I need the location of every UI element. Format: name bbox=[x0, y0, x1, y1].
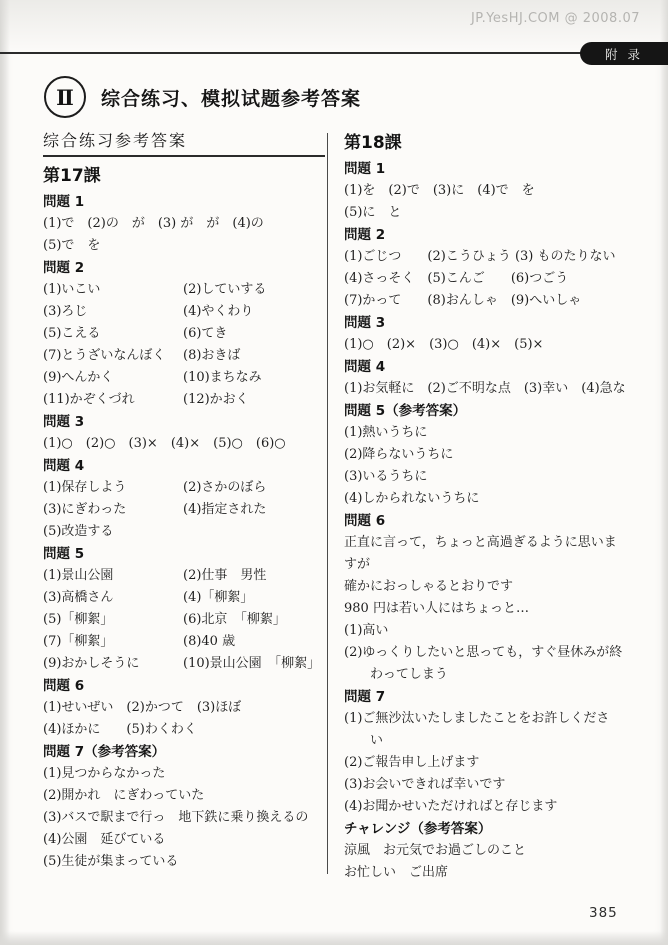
answer-line: (5)改造する bbox=[43, 524, 114, 539]
answer-item: (11)かぞくづれ bbox=[43, 392, 135, 407]
appendix-corner-tab: 附 录 bbox=[580, 42, 668, 65]
answer-line: (4)ほかに (5)わくわく bbox=[43, 722, 197, 737]
answer-item: (12)かおく bbox=[183, 392, 249, 407]
answer-pair bbox=[43, 609, 325, 631]
answer-line: (2)開かれ にぎわっていた bbox=[43, 788, 205, 803]
answer-line: わってしまう bbox=[370, 667, 448, 682]
problem-heading: 問題 1 bbox=[43, 194, 85, 210]
answer-item: (4)「柳絮」 bbox=[183, 590, 254, 605]
answer-line: (1)高い bbox=[344, 623, 389, 638]
answer-line: すが bbox=[344, 557, 371, 572]
problem-heading: 問題 3 bbox=[43, 414, 85, 430]
answer-item: (10)まちなみ bbox=[183, 370, 262, 385]
problem-heading: 問題 1 bbox=[344, 161, 386, 177]
answer-line: 980 円は若い人にはちょっと… bbox=[344, 601, 529, 616]
answer-line: (1)ご無沙汰いたしましたことをお許しくださ bbox=[344, 711, 610, 726]
lesson-heading: 第18課 bbox=[344, 133, 402, 153]
answer-pair bbox=[43, 631, 325, 653]
answer-line: (3)バスで駅まで行っ 地下鉄に乗り換えるの bbox=[43, 810, 309, 825]
answer-line: (4)さっそく (5)こんご (6)つごう bbox=[344, 271, 569, 286]
answer-item: (9)へんかく bbox=[43, 370, 114, 385]
answer-line: (1)お気軽に (2)ご不明な点 (3)幸い (4)急な bbox=[344, 381, 626, 396]
answer-item: (1)保存しよう bbox=[43, 480, 127, 495]
answer-item: (9)おかしそうに bbox=[43, 656, 140, 671]
answer-item: (2)していする bbox=[183, 282, 267, 297]
answer-item: (5)こえる bbox=[43, 326, 101, 341]
answer-pair bbox=[43, 499, 325, 521]
problem-heading: チャレンジ（参考答案） bbox=[344, 821, 492, 837]
right-column bbox=[344, 128, 642, 884]
answer-line: (1)せいぜい (2)かつて (3)ほぼ bbox=[43, 700, 242, 715]
answer-item: (8)40 歳 bbox=[183, 634, 236, 649]
answer-pair bbox=[43, 345, 325, 367]
problem-heading: 問題 2 bbox=[344, 227, 386, 243]
answer-line: (4)公園 延びている bbox=[43, 832, 166, 847]
answer-pair bbox=[43, 587, 325, 609]
scan-edge-right bbox=[660, 0, 668, 945]
answer-line: (1)ごじつ (2)こうひょう (3) ものたりない bbox=[344, 249, 616, 264]
problem-heading: 問題 7（参考答案） bbox=[43, 744, 166, 760]
column-divider bbox=[327, 133, 328, 874]
answer-line: 確かにおっしゃるとおりです bbox=[344, 579, 514, 594]
answer-line: (5)に と bbox=[344, 205, 402, 220]
answer-item: (3)にぎわった bbox=[43, 502, 127, 517]
answer-line: (1)で (2)の が (3) が が (4)の bbox=[43, 216, 264, 231]
answer-pair bbox=[43, 279, 325, 301]
answer-pair bbox=[43, 323, 325, 345]
problem-heading: 問題 6 bbox=[43, 678, 85, 694]
answer-line: お忙しい ご出席 bbox=[344, 865, 449, 880]
answer-line: 涼風 お元気でお過ごしのこと bbox=[344, 843, 527, 858]
answer-item: (5)「柳絮」 bbox=[43, 612, 114, 627]
answer-line: (5)生徒が集まっている bbox=[43, 854, 179, 869]
page-number: 385 bbox=[589, 905, 618, 921]
answer-item: (3)ろじ bbox=[43, 304, 88, 319]
section-header bbox=[44, 76, 361, 118]
answer-item: (4)指定された bbox=[183, 502, 267, 517]
answer-line: (7)かって (8)おんしゃ (9)へいしゃ bbox=[344, 293, 582, 308]
answer-line: (1)熱いうちに bbox=[344, 425, 428, 440]
answer-pair bbox=[43, 565, 325, 587]
answer-pair bbox=[43, 389, 325, 411]
problem-heading: 問題 6 bbox=[344, 513, 386, 529]
answer-line: 正直に言って，ちょっと高過ぎるように思いま bbox=[344, 535, 617, 550]
answer-item: (1)いこい bbox=[43, 282, 101, 297]
problem-heading: 問題 7 bbox=[344, 689, 386, 705]
answer-line: (2)降らないうちに bbox=[344, 447, 454, 462]
top-rule bbox=[0, 52, 668, 54]
answer-pair bbox=[43, 477, 325, 499]
problem-heading: 問題 3 bbox=[344, 315, 386, 331]
answer-pair bbox=[43, 653, 325, 675]
answer-item: (3)高橋さん bbox=[43, 590, 114, 605]
scan-edge-bottom bbox=[0, 931, 668, 945]
answer-item: (7)とうざいなんぼく bbox=[43, 348, 166, 363]
answer-line: (4)しかられないうちに bbox=[344, 491, 480, 506]
answer-line: (2)ゆっくりしたいと思っても，すぐ昼休みが終 bbox=[344, 645, 623, 660]
lesson-heading: 第17課 bbox=[43, 166, 101, 186]
answer-line: (3)いるうちに bbox=[344, 469, 428, 484]
answer-line: (3)お会いできれば幸いです bbox=[344, 777, 506, 792]
left-column-heading: 综合练习参考答案 bbox=[43, 128, 325, 157]
section-title: 综合练习、模拟试题参考答案 bbox=[101, 87, 362, 110]
answer-item: (8)おきば bbox=[183, 348, 241, 363]
answer-item: (10)景山公園 「柳絮」 bbox=[183, 656, 321, 671]
answer-pair bbox=[43, 301, 325, 323]
answer-item: (7)「柳絮」 bbox=[43, 634, 114, 649]
answer-item: (1)景山公園 bbox=[43, 568, 114, 583]
answer-line: (1)見つからなかった bbox=[43, 766, 166, 781]
answer-item: (6)てき bbox=[183, 326, 228, 341]
problem-heading: 問題 4 bbox=[344, 359, 386, 375]
answer-line: (1)○ (2)○ (3)× (4)× (5)○ (6)○ bbox=[43, 436, 286, 451]
answer-item: (4)やくわり bbox=[183, 304, 254, 319]
problem-heading: 問題 2 bbox=[43, 260, 85, 276]
answer-line: (4)お聞かせいただければと存じます bbox=[344, 799, 558, 814]
section-numeral-badge: Ⅱ bbox=[44, 76, 86, 118]
answer-line: (1)○ (2)× (3)○ (4)× (5)× bbox=[344, 337, 544, 352]
answer-line: (2)ご報告申し上げます bbox=[344, 755, 480, 770]
scan-edge-left bbox=[0, 0, 10, 945]
answer-line: い bbox=[370, 733, 384, 748]
watermark: JP.YesHJ.COM @ 2008.07 bbox=[470, 11, 640, 26]
problem-heading: 問題 5（参考答案） bbox=[344, 403, 467, 419]
answer-item: (6)北京 「柳絮」 bbox=[183, 612, 286, 627]
answer-line: (1)を (2)で (3)に (4)で を bbox=[344, 183, 535, 198]
answer-item: (2)さかのぼら bbox=[183, 480, 267, 495]
problem-heading: 問題 4 bbox=[43, 458, 85, 474]
answer-pair bbox=[43, 367, 325, 389]
answer-line: (5)で を bbox=[43, 238, 101, 253]
problem-heading: 問題 5 bbox=[43, 546, 85, 562]
answer-item: (2)仕事 男性 bbox=[183, 568, 267, 583]
left-column bbox=[43, 128, 325, 873]
